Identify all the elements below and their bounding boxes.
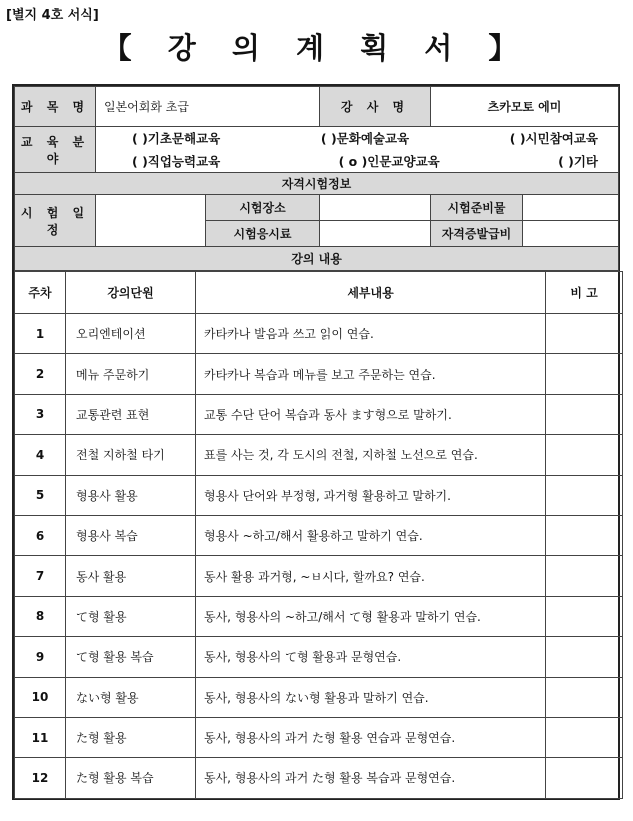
option-basic-literacy[interactable]: ( )기초문해교육	[132, 131, 221, 146]
remarks-cell	[546, 596, 623, 636]
table-row	[15, 394, 623, 434]
week-number: 6	[15, 515, 66, 555]
remarks-cell	[546, 758, 623, 798]
exam-materials-value	[523, 195, 619, 221]
lecture-content-section-title: 강의 내용	[15, 247, 619, 271]
table-row	[15, 435, 623, 475]
column-header-remarks: 비 고	[546, 272, 623, 314]
week-number: 11	[15, 717, 66, 757]
lecture-unit: 교통관련 표현	[66, 394, 196, 434]
education-field-options	[96, 127, 619, 173]
exam-info-section-title: 자격시험정보	[15, 173, 619, 195]
option-other[interactable]: ( )기타	[558, 154, 598, 169]
subject-value: 일본어회화 초급	[96, 87, 320, 127]
week-number: 1	[15, 314, 66, 354]
lecture-unit: 형용사 복습	[66, 515, 196, 555]
column-header-unit: 강의단원	[66, 272, 196, 314]
lecture-detail: 동사, 형용사의 ない형 활용과 말하기 연습.	[196, 677, 546, 717]
week-number: 4	[15, 435, 66, 475]
lecture-detail: 동사, 형용사의 과거 た형 활용 연습과 문형연습.	[196, 717, 546, 757]
course-info-table	[14, 86, 619, 271]
table-row	[15, 677, 623, 717]
table-row	[15, 354, 623, 394]
lecture-detail: 동사, 형용사의 과거 た형 활용 복습과 문형연습.	[196, 758, 546, 798]
subject-label: 과 목 명	[15, 87, 96, 127]
table-row	[15, 758, 623, 798]
lecture-unit: 메뉴 주문하기	[66, 354, 196, 394]
lecture-unit: 오리엔테이션	[66, 314, 196, 354]
lecture-unit: た형 활용 복습	[66, 758, 196, 798]
certificate-fee-value	[523, 221, 619, 247]
instructor-value: 츠카모토 에미	[431, 87, 619, 127]
remarks-cell	[546, 475, 623, 515]
column-header-detail: 세부내용	[196, 272, 546, 314]
lecture-detail: 카타카나 발음과 쓰고 읽이 연습.	[196, 314, 546, 354]
lecture-detail: 교통 수단 단어 복습과 동사 ます형으로 말하기.	[196, 394, 546, 434]
column-header-week: 주차	[15, 272, 66, 314]
lecture-detail: 형용사 ~하고/해서 활용하고 말하기 연습.	[196, 515, 546, 555]
table-row	[15, 556, 623, 596]
remarks-cell	[546, 435, 623, 475]
table-row	[15, 515, 623, 555]
exam-fee-label: 시험응시료	[206, 221, 320, 247]
table-row	[15, 637, 623, 677]
lecture-unit: て형 활용 복습	[66, 637, 196, 677]
table-row	[15, 596, 623, 636]
week-number: 12	[15, 758, 66, 798]
remarks-cell	[546, 717, 623, 757]
lecture-unit: ない형 활용	[66, 677, 196, 717]
lecture-schedule-table	[14, 271, 623, 799]
schedule-body	[15, 314, 623, 799]
week-number: 7	[15, 556, 66, 596]
week-number: 5	[15, 475, 66, 515]
table-row	[15, 475, 623, 515]
exam-venue-value	[320, 195, 431, 221]
option-vocational[interactable]: ( )직업능력교육	[132, 154, 221, 169]
table-row	[15, 717, 623, 757]
option-culture-arts[interactable]: ( )문화예술교육	[320, 131, 410, 146]
option-humanities[interactable]: ( o )인문교양교육	[338, 154, 440, 169]
lecture-detail: 표를 사는 것, 각 도시의 전철, 지하철 노선으로 연습.	[196, 435, 546, 475]
lecture-unit: て형 활용	[66, 596, 196, 636]
lecture-unit: 형용사 활용	[66, 475, 196, 515]
week-number: 3	[15, 394, 66, 434]
lecture-detail: 동사 활용 과거형, ~ㅂ시다, 할까요? 연습.	[196, 556, 546, 596]
remarks-cell	[546, 515, 623, 555]
week-number: 10	[15, 677, 66, 717]
table-row	[15, 314, 623, 354]
remarks-cell	[546, 314, 623, 354]
lecture-detail: 동사, 형용사의 ~하고/해서 て형 활용과 말하기 연습.	[196, 596, 546, 636]
exam-fee-value	[320, 221, 431, 247]
option-civic-participation[interactable]: ( )시민참여교육	[509, 131, 599, 146]
lecture-plan-form	[12, 84, 620, 800]
week-number: 9	[15, 637, 66, 677]
exam-date-label: 시 험 일 정	[15, 195, 96, 247]
document-title: 【 강 의 계 획 서 】	[102, 31, 531, 65]
education-field-label: 교 육 분 야	[15, 127, 96, 173]
lecture-detail: 동사, 형용사의 て형 활용과 문형연습.	[196, 637, 546, 677]
week-number: 2	[15, 354, 66, 394]
lecture-unit: 전철 지하철 타기	[66, 435, 196, 475]
lecture-detail: 형용사 단어와 부정형, 과거형 활용하고 말하기.	[196, 475, 546, 515]
lecture-detail: 카타카나 복습과 메뉴를 보고 주문하는 연습.	[196, 354, 546, 394]
exam-materials-label: 시험준비물	[431, 195, 523, 221]
certificate-fee-label: 자격증발급비	[431, 221, 523, 247]
remarks-cell	[546, 677, 623, 717]
lecture-unit: 동사 활용	[66, 556, 196, 596]
exam-venue-label: 시험장소	[206, 195, 320, 221]
remarks-cell	[546, 394, 623, 434]
remarks-cell	[546, 354, 623, 394]
week-number: 8	[15, 596, 66, 636]
exam-date-value	[96, 195, 206, 247]
remarks-cell	[546, 556, 623, 596]
instructor-label: 강 사 명	[320, 87, 431, 127]
remarks-cell	[546, 637, 623, 677]
form-number-label: [별지 4호 서식]	[6, 8, 99, 23]
lecture-unit: た형 활용	[66, 717, 196, 757]
